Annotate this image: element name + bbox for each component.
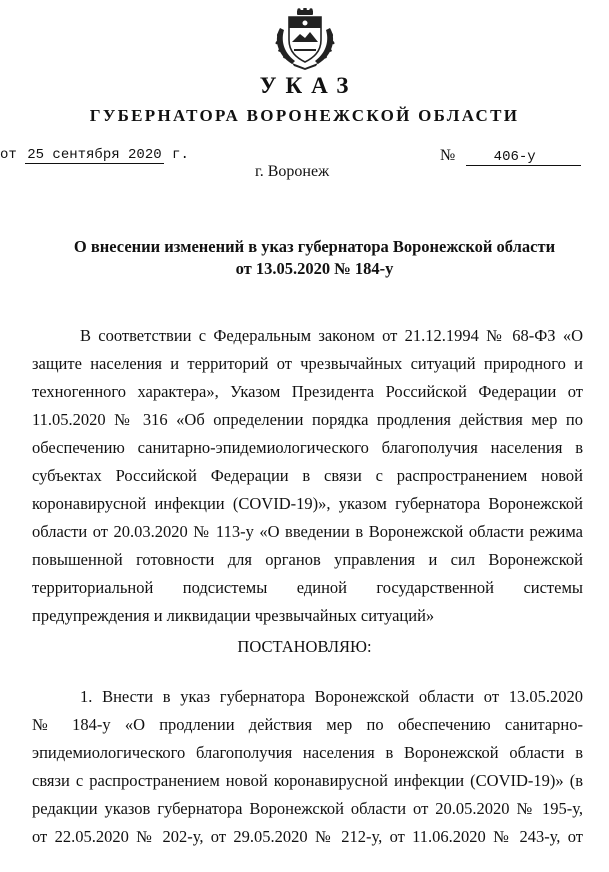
- text-line: субъектах Российской Федерации в связи с распространением новой: [32, 466, 583, 485]
- text-line: от 22.05.2020 № 202-у, от 29.05.2020 № 212-у, от 11.06.2020 № 243-у, от: [32, 827, 583, 846]
- text-line: связи с распространением новой коронавирусной инфекции (COVID-19)» (в: [32, 771, 583, 790]
- decree-word: ПОСТАНОВЛЯЮ:: [237, 637, 372, 656]
- document-title: УКАЗ: [259, 73, 358, 98]
- date-prefix: от: [0, 147, 17, 163]
- text-line: 11.05.2020 № 316 «Об определении порядка продления действия мер по: [32, 410, 583, 429]
- text-line: эпидемиологического благополучия населения в Воронежской области в: [32, 743, 583, 762]
- text-line: В соответствии с Федеральным законом от 21.12.1994 № 68-ФЗ «О: [80, 326, 583, 345]
- document-number: [440, 147, 581, 166]
- text-line: редакции указов губернатора Воронежской области от 20.05.2020 № 195-у,: [32, 799, 583, 818]
- text-line: области от 20.03.2020 № 113-у «О введении в Воронежской области режима: [32, 522, 583, 541]
- text-line: предупреждения и ликвидации чрезвычайных ситуаций»: [32, 606, 435, 625]
- text-line: № 184-у «О продлении действия мер по обеспечению санитарно-: [32, 715, 583, 734]
- document-date: [0, 147, 189, 163]
- text-line: 1. Внести в указ губернатора Воронежской области от 13.05.2020: [80, 687, 583, 706]
- text-line: обеспечению санитарно-эпидемиологического благополучия населения в: [32, 438, 583, 457]
- heading-line: от 13.05.2020 № 184-у: [235, 259, 394, 278]
- date-suffix: г.: [172, 147, 189, 163]
- document-city: г. Воронеж: [255, 163, 330, 180]
- date-value: 25 сентября 2020: [27, 147, 162, 163]
- document-issuer: ГУБЕРНАТОРА ВОРОНЕЖСКОЙ ОБЛАСТИ: [89, 106, 520, 125]
- text-line: коронавирусной инфекции (COVID-19)», указом губернатора Воронежской: [32, 494, 583, 513]
- clause-1-paragraph: [32, 683, 583, 851]
- preamble-paragraph: [32, 322, 583, 630]
- coat-of-arms-emblem: [270, 8, 340, 70]
- text-line: техногенного характера», Указом Президента Российской Федерации от: [32, 382, 583, 401]
- heading-line: О внесении изменений в указ губернатора Воронежской области: [73, 237, 556, 256]
- text-line: защите населения и территорий от чрезвычайных ситуаций природного и: [32, 354, 583, 373]
- document-heading: [20, 236, 609, 280]
- number-label: №: [440, 147, 456, 164]
- text-line: территориальной подсистемы единой государственной системы: [32, 578, 583, 597]
- number-value: 406-у: [466, 149, 581, 166]
- text-line: повышенной готовности для органов управления и сил Воронежской: [32, 550, 583, 569]
